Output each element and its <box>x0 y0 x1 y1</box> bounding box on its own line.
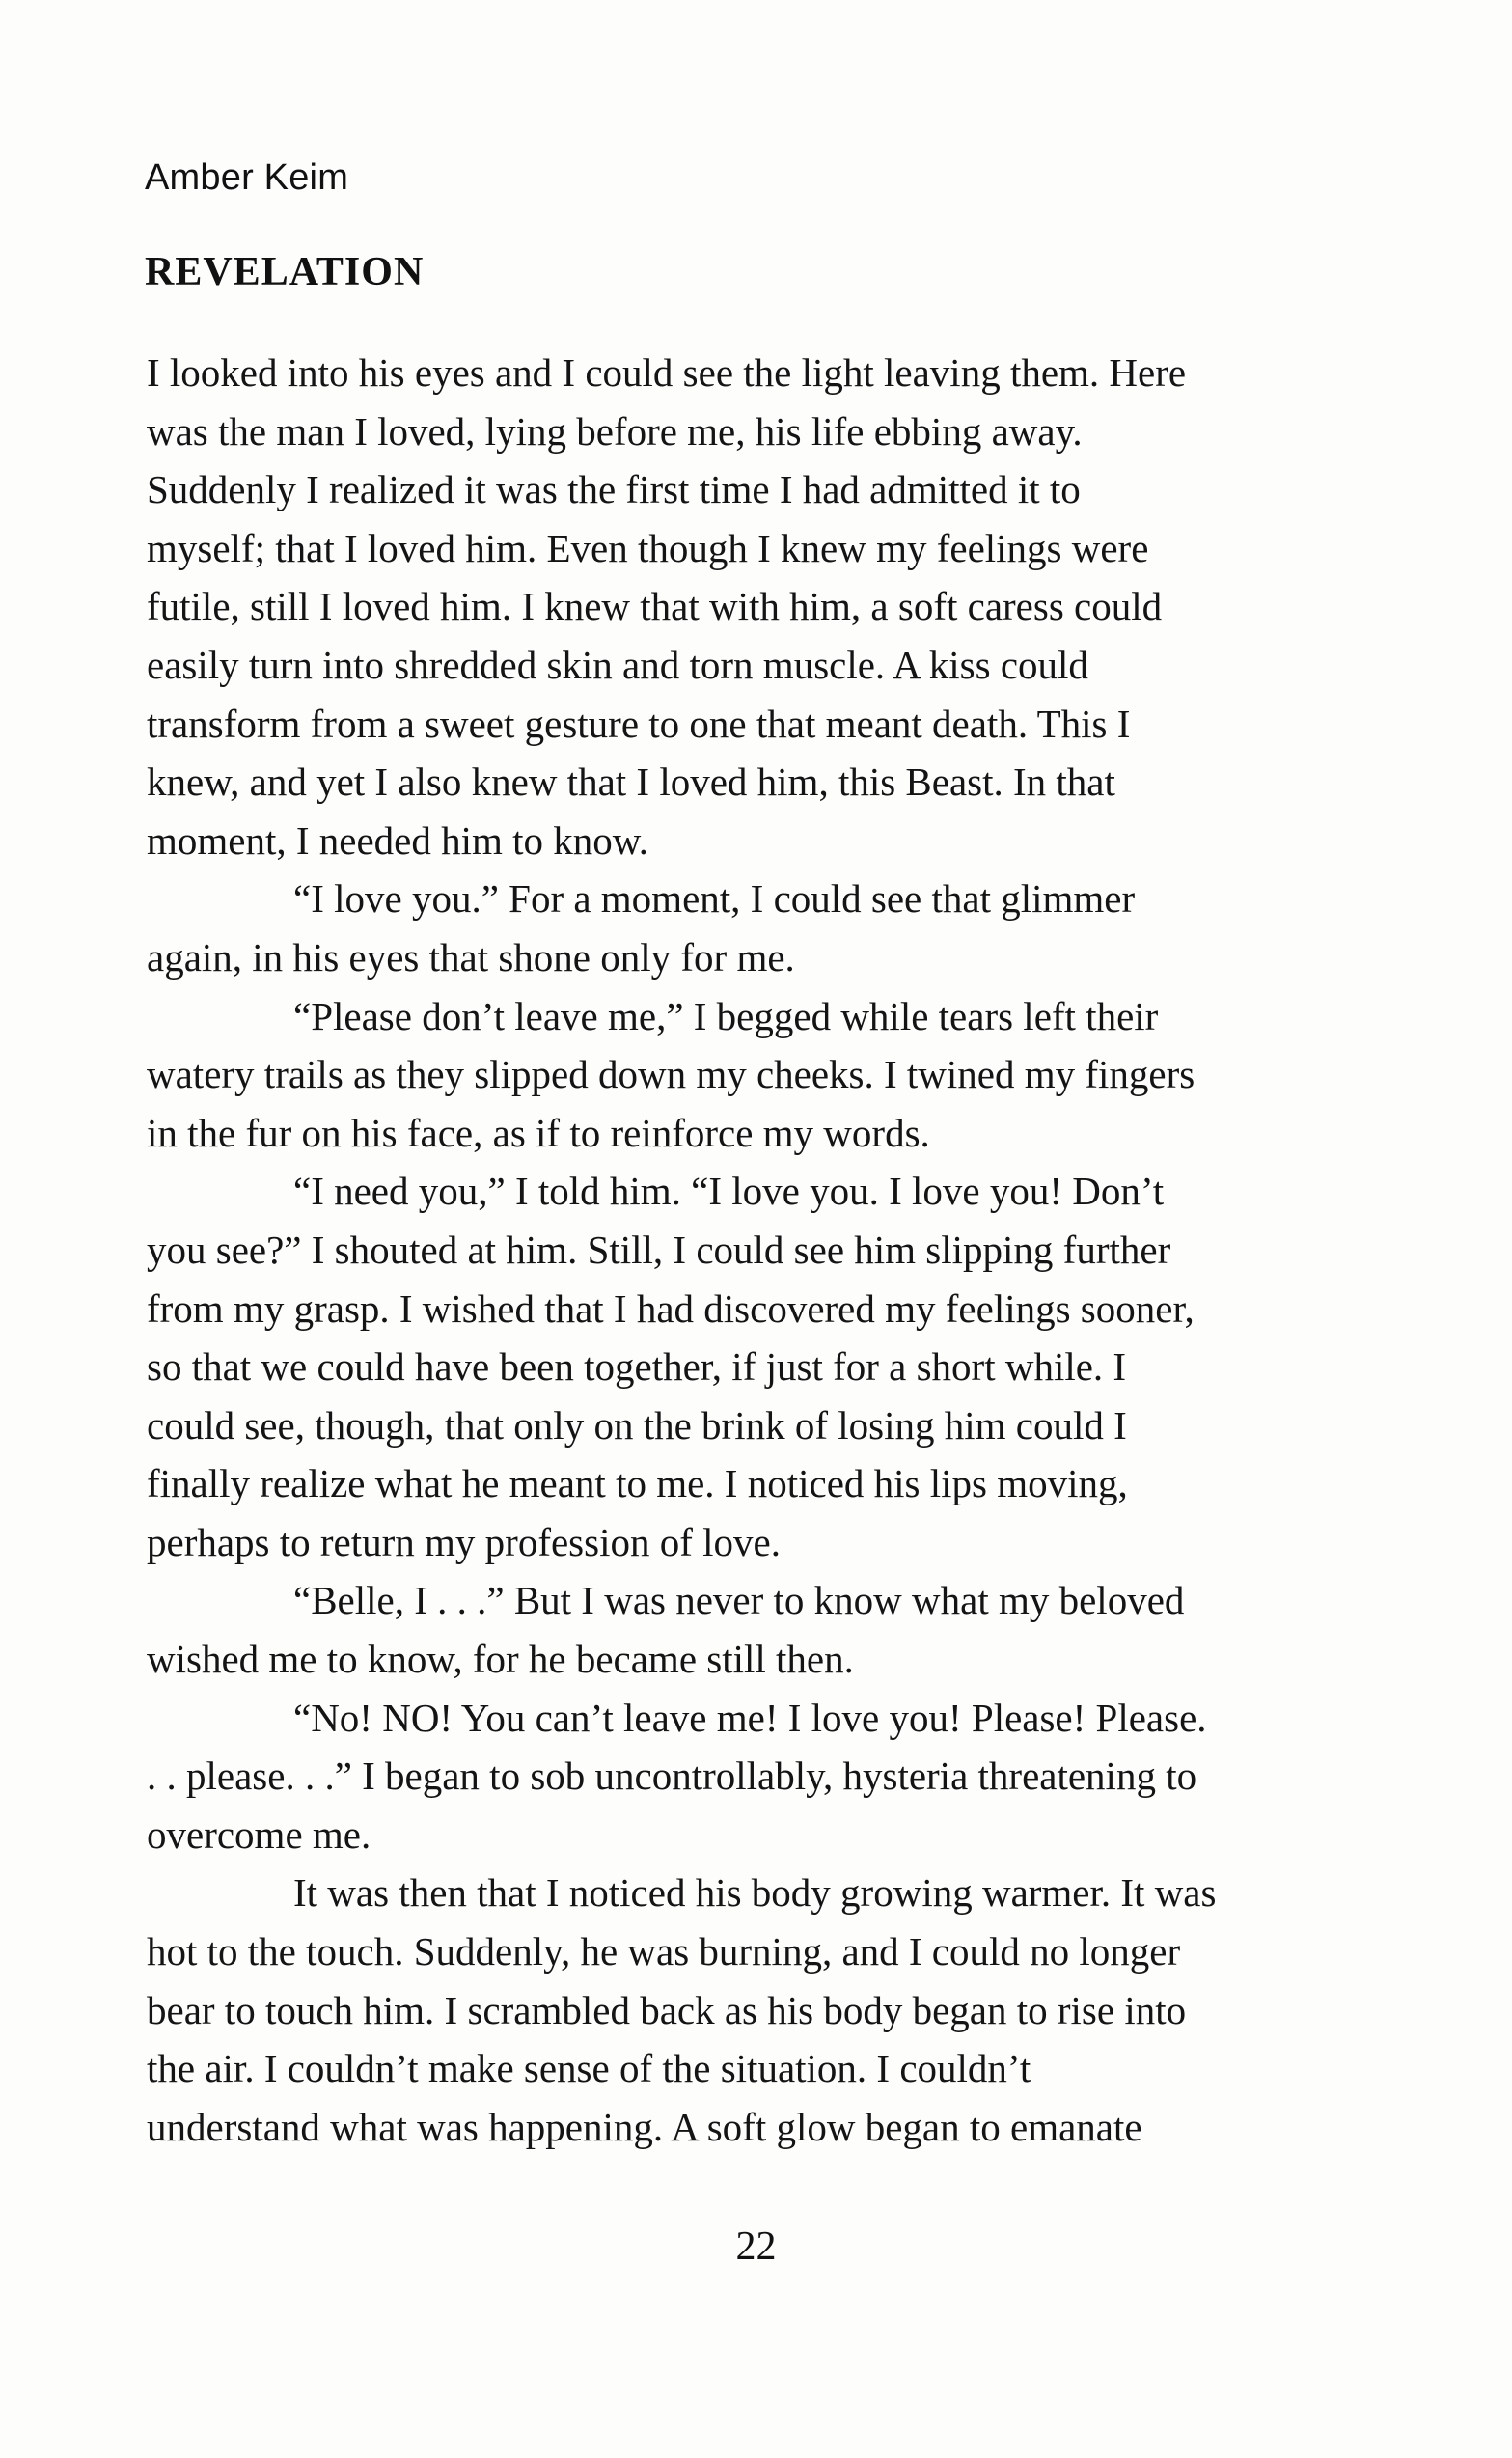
text-line: I looked into his eyes and I could see the light leaving them. Here <box>147 350 1187 395</box>
text-line: wished me to know, for he became still then. <box>147 1637 854 1682</box>
text-line: easily turn into shredded skin and torn muscle. A kiss could <box>147 642 1088 687</box>
text-line: “Please don’t leave me,” I begged while tears left their <box>293 993 1159 1038</box>
text-line: knew, and yet I also knew that I loved him, this Beast. In that <box>147 759 1115 805</box>
text-line: “I love you.” For a moment, I could see that glimmer <box>293 876 1136 922</box>
text-line: hot to the touch. Suddenly, he was burning, and I could no longer <box>147 1929 1181 1975</box>
text-line: again, in his eyes that shone only for me. <box>147 934 795 980</box>
text-line: could see, though, that only on the brink of losing him could I <box>147 1402 1127 1448</box>
text-line: in the fur on his face, as if to reinforce my words. <box>147 1110 930 1155</box>
text-line: futile, still I loved him. I knew that with him, a soft caress could <box>147 584 1163 629</box>
text-line: was the man I loved, lying before me, his life ebbing away. <box>147 408 1083 454</box>
story-title: REVELATION <box>145 250 425 294</box>
text-line: “Belle, I . . .” But I was never to know what my beloved <box>293 1578 1185 1623</box>
text-line: watery trails as they slipped down my cheeks. I twined my fingers <box>147 1052 1196 1097</box>
text-line: from my grasp. I wished that I had discovered my feelings sooner, <box>147 1285 1195 1331</box>
text-line: . . please. . .” I began to sob uncontrollably, hysteria threatening to <box>147 1754 1197 1799</box>
text-line: “No! NO! You can’t leave me! I love you! Please! Please. <box>293 1695 1207 1740</box>
text-line: finally realize what he meant to me. I noticed his lips moving, <box>147 1461 1128 1506</box>
text-line: the air. I couldn’t make sense of the situation. I couldn’t <box>147 2046 1031 2091</box>
page-number: 22 <box>735 2224 777 2269</box>
text-line: so that we could have been together, if just for a short while. I <box>147 1344 1127 1390</box>
author-name: Amber Keim <box>145 157 349 198</box>
text-line: understand what was happening. A soft glow began to emanate <box>147 2104 1142 2149</box>
text-line: “I need you,” I told him. “I love you. I love you! Don’t <box>293 1169 1165 1214</box>
text-line: It was then that I noticed his body growing warmer. It was <box>293 1870 1217 1916</box>
text-line: you see?” I shouted at him. Still, I could see him slipping further <box>147 1227 1171 1272</box>
story-body <box>147 344 1362 2156</box>
text-line: Suddenly I realized it was the first time I had admitted it to <box>147 467 1081 512</box>
text-line: myself; that I loved him. Even though I knew my feelings were <box>147 525 1149 570</box>
text-line: bear to touch him. I scrambled back as his body began to rise into <box>147 1987 1187 2032</box>
text-line: transform from a sweet gesture to one that meant death. This I <box>147 701 1131 746</box>
text-line: perhaps to return my profession of love. <box>147 1519 781 1564</box>
text-line: moment, I needed him to know. <box>147 817 648 863</box>
text-line: overcome me. <box>147 1811 371 1857</box>
